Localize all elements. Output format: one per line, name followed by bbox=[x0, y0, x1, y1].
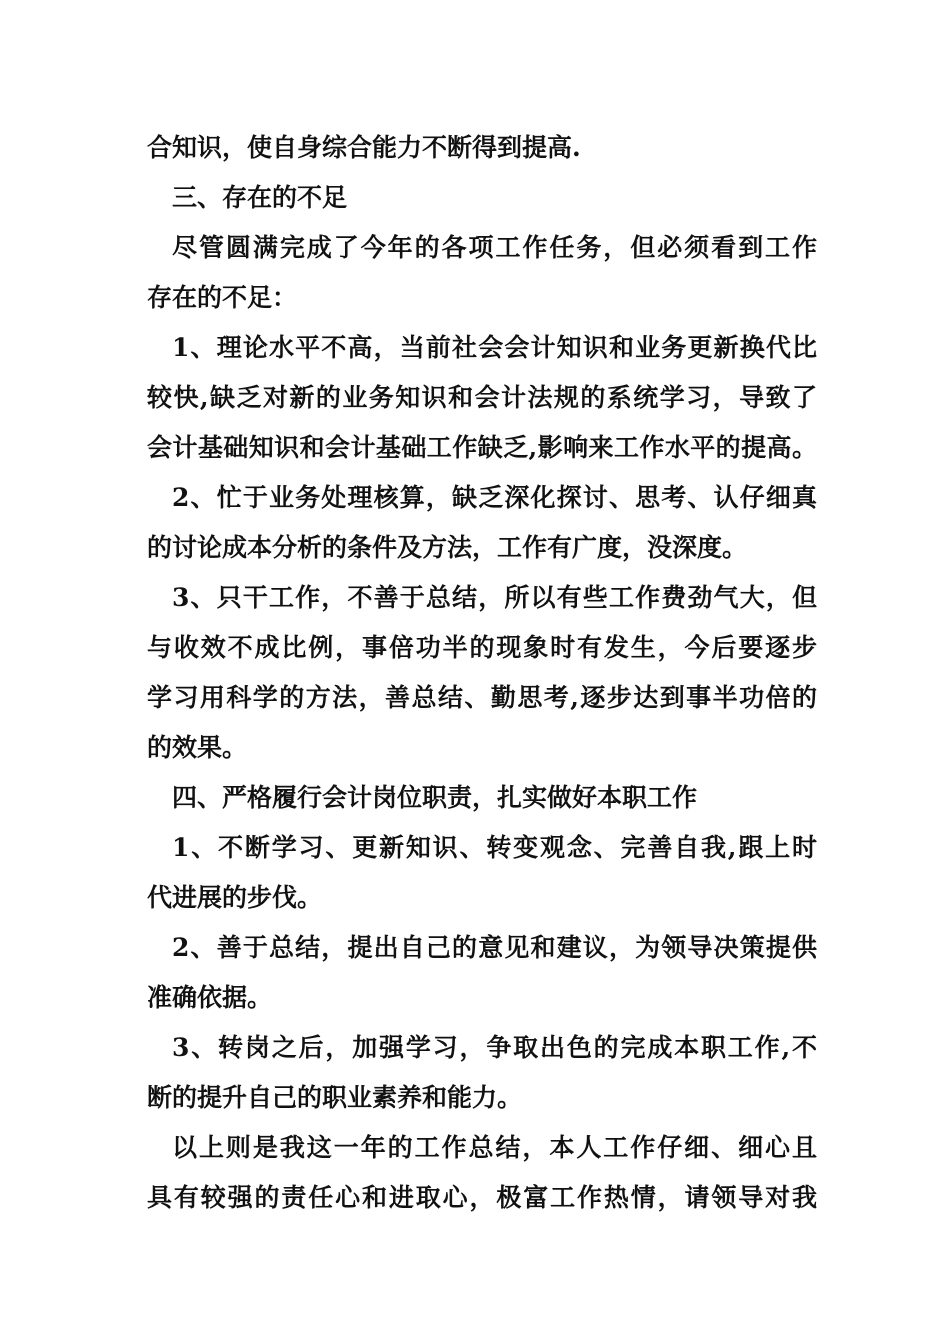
text-line: 会计基础知识和会计基础工作缺乏,影响来工作水平的提高。 bbox=[147, 433, 817, 462]
document-body bbox=[147, 123, 817, 1223]
text-line: 学习用科学的方法，善总结、勤思考,逐步达到事半功倍的 bbox=[147, 683, 817, 712]
text-line: 3、转岗之后，加强学习，争取出色的完成本职工作,不 bbox=[172, 1033, 817, 1062]
text-line: 1、理论水平不高，当前社会会计知识和业务更新换代比 bbox=[172, 333, 817, 362]
text-line: 的讨论成本分析的条件及方法，工作有广度，没深度。 bbox=[147, 533, 748, 562]
text-line: 准确依据。 bbox=[147, 983, 273, 1012]
text-line: 1、不断学习、更新知识、转变观念、完善自我,跟上时 bbox=[172, 833, 817, 862]
text-line: 2、忙于业务处理核算，缺乏深化探讨、思考、认仔细真 bbox=[172, 483, 817, 512]
text-line: 以上则是我这一年的工作总结，本人工作仔细、细心且 bbox=[172, 1133, 817, 1162]
text-line: 合知识，使自身综合能力不断得到提高. bbox=[147, 133, 581, 162]
text-line: 的效果。 bbox=[147, 733, 248, 762]
text-line: 具有较强的责任心和进取心，极富工作热情，请领导对我 bbox=[147, 1183, 817, 1212]
text-line: 代进展的步伐。 bbox=[147, 883, 323, 912]
text-line: 四、严格履行会计岗位职责，扎实做好本职工作 bbox=[172, 783, 698, 812]
text-line: 断的提升自己的职业素养和能力。 bbox=[147, 1083, 523, 1112]
text-line: 2、善于总结，提出自己的意见和建议，为领导决策提供 bbox=[172, 933, 817, 962]
text-line: 三、存在的不足 bbox=[172, 183, 348, 212]
text-line: 较快,缺乏对新的业务知识和会计法规的系统学习，导致了 bbox=[147, 383, 817, 412]
text-line: 存在的不足： bbox=[147, 283, 298, 312]
text-line: 与收效不成比例，事倍功半的现象时有发生，今后要逐步 bbox=[147, 633, 817, 662]
text-line: 3、只干工作，不善于总结，所以有些工作费劲气大，但 bbox=[172, 583, 817, 612]
text-line: 尽管圆满完成了今年的各项工作任务，但必须看到工作 bbox=[172, 233, 817, 262]
